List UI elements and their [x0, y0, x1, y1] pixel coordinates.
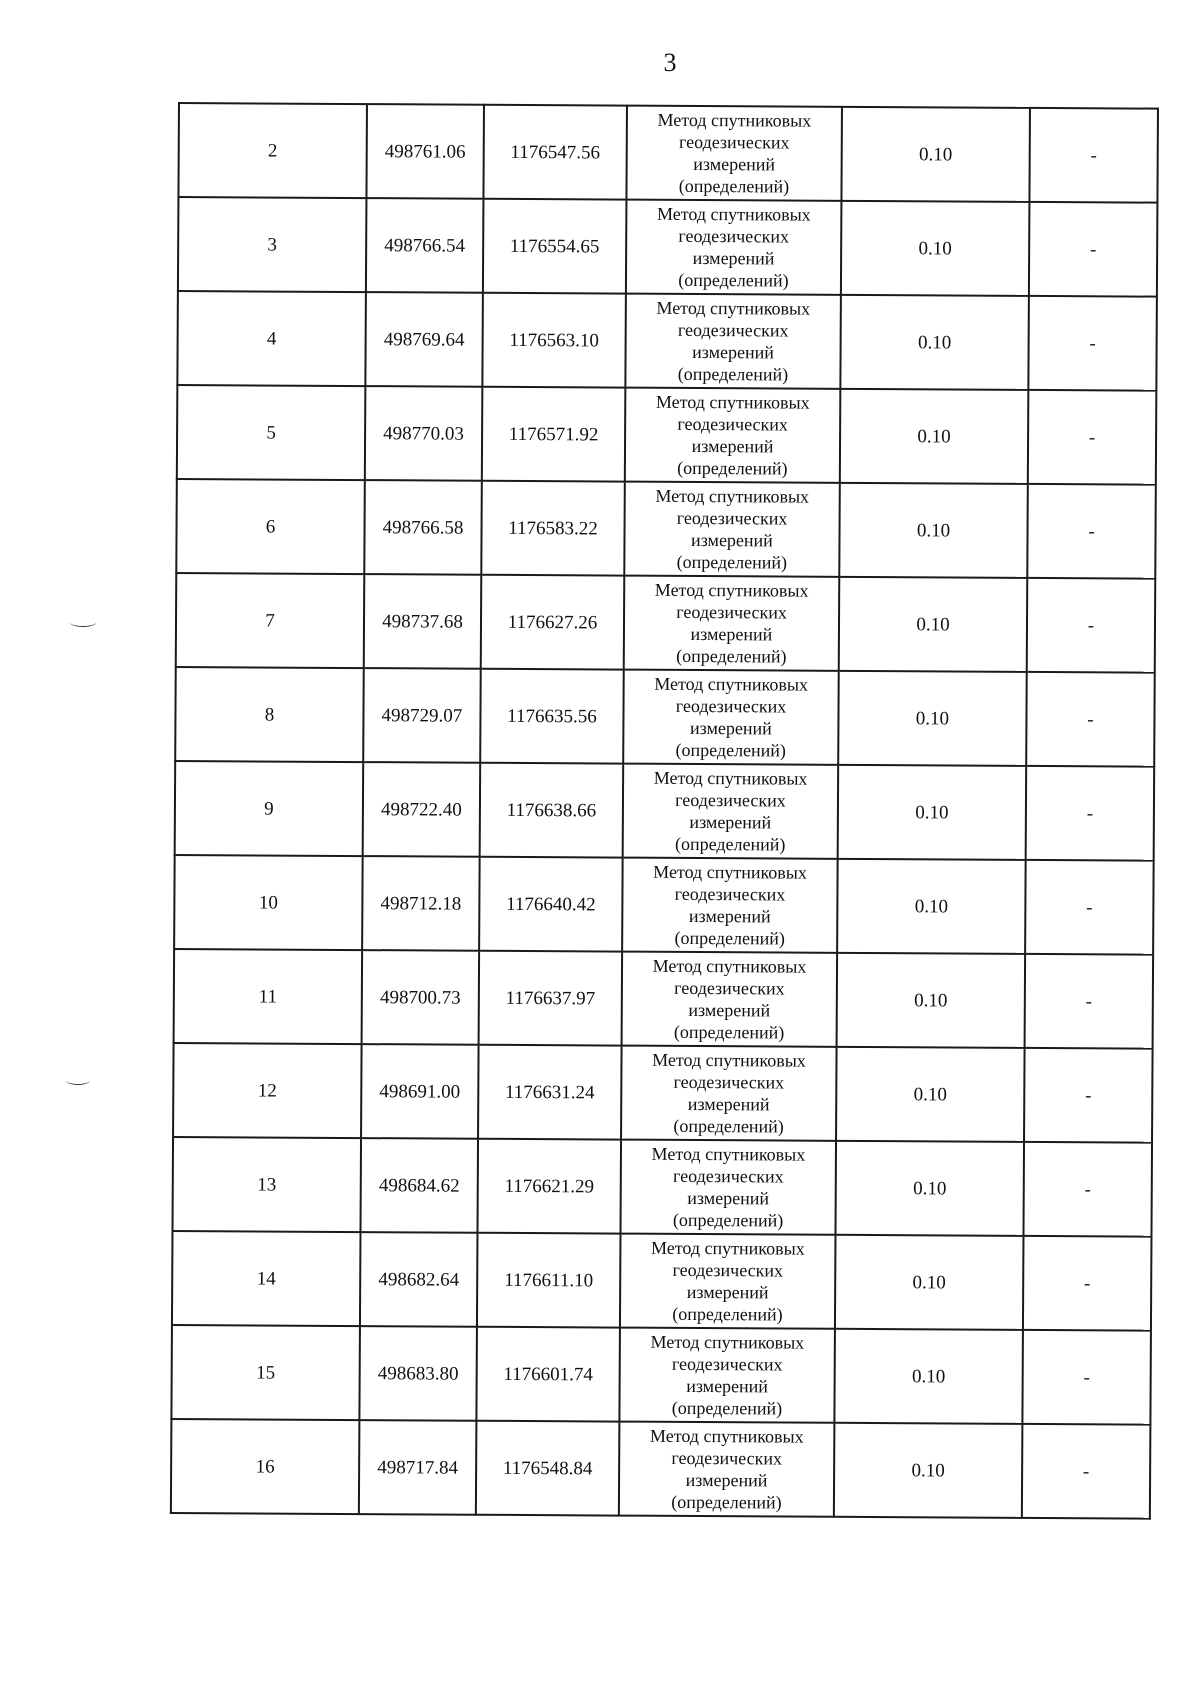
y-coordinate-cell: 1176571.92 — [482, 387, 626, 482]
method-line: геодезических — [678, 131, 790, 153]
y-coordinate-cell: 1176631.24 — [478, 1045, 622, 1140]
method-line: геодезических — [676, 507, 788, 529]
method-line: Метод спутниковых — [651, 1143, 806, 1165]
table-row — [177, 385, 1157, 485]
y-coordinate-cell: 1176611.10 — [477, 1233, 621, 1328]
accuracy-cell: 0.10 — [836, 1047, 1025, 1142]
method-line: геодезических — [677, 319, 789, 341]
method-line: геодезических — [671, 1353, 783, 1375]
coordinates-table-body — [171, 103, 1158, 1519]
accuracy-cell: 0.10 — [839, 577, 1028, 672]
method-line: геодезических — [676, 601, 787, 623]
method-line: геодезических — [678, 225, 790, 247]
method-line: Метод спутниковых — [656, 297, 811, 319]
y-coordinate-cell: 1176621.29 — [477, 1139, 621, 1234]
point-number-cell: 14 — [172, 1231, 361, 1326]
accuracy-cell: 0.10 — [835, 1141, 1024, 1236]
method-cell — [625, 294, 841, 389]
point-number-cell: 5 — [177, 385, 366, 480]
point-number-cell: 3 — [178, 197, 367, 292]
accuracy-cell: 0.10 — [841, 107, 1030, 202]
method-line: (определений) — [674, 927, 785, 949]
method-cell — [619, 1328, 835, 1423]
x-coordinate-cell: 498700.73 — [362, 950, 480, 1045]
y-coordinate-cell: 1176563.10 — [482, 293, 626, 388]
x-coordinate-cell: 498682.64 — [360, 1232, 478, 1327]
accuracy-cell: 0.10 — [838, 671, 1027, 766]
table-row — [175, 667, 1155, 767]
method-line: измерений — [692, 341, 775, 363]
table-row — [174, 855, 1154, 955]
method-line: геодезических — [674, 977, 785, 999]
accuracy-cell: 0.10 — [840, 295, 1029, 390]
table-row — [178, 197, 1158, 297]
method-line: (определений) — [677, 457, 788, 479]
note-cell: - — [1025, 954, 1154, 1049]
method-line: измерений — [689, 717, 772, 739]
method-line: измерений — [691, 435, 774, 457]
coordinates-table — [170, 102, 1159, 1520]
method-line: Метод спутниковых — [656, 203, 811, 225]
method-line: геодезических — [674, 883, 786, 905]
x-coordinate-cell: 498722.40 — [363, 762, 481, 857]
method-line: (определений) — [674, 833, 786, 855]
x-coordinate-cell: 498684.62 — [360, 1138, 478, 1233]
method-line: геодезических — [673, 1071, 785, 1093]
method-line: измерений — [690, 623, 773, 645]
method-line: Метод спутниковых — [649, 1425, 804, 1447]
point-number-cell: 9 — [175, 761, 364, 856]
accuracy-cell: 0.10 — [838, 765, 1027, 860]
y-coordinate-cell: 1176554.65 — [483, 199, 627, 294]
method-cell — [625, 388, 841, 483]
point-number-cell: 15 — [171, 1325, 360, 1420]
table-row — [173, 1043, 1153, 1143]
note-cell: - — [1025, 860, 1154, 955]
table-row — [178, 103, 1158, 203]
scan-mark — [66, 1076, 90, 1085]
method-line: Метод спутниковых — [650, 1237, 805, 1259]
x-coordinate-cell: 498717.84 — [359, 1420, 477, 1515]
accuracy-cell: 0.10 — [834, 1329, 1023, 1424]
method-line: (определений) — [676, 551, 788, 573]
method-line: (определений) — [671, 1397, 783, 1419]
y-coordinate-cell: 1176601.74 — [476, 1327, 620, 1422]
point-number-cell: 16 — [171, 1419, 360, 1514]
note-cell: - — [1022, 1330, 1151, 1425]
method-line: Метод спутниковых — [655, 485, 810, 507]
accuracy-cell: 0.10 — [837, 859, 1026, 954]
table-row — [176, 479, 1156, 579]
method-line: Метод спутниковых — [657, 109, 812, 131]
method-line: измерений — [687, 1093, 770, 1115]
method-line: Метод спутниковых — [653, 767, 808, 789]
y-coordinate-cell: 1176627.26 — [481, 575, 625, 670]
method-cell — [622, 858, 838, 953]
method-cell — [619, 1422, 835, 1517]
scan-mark — [70, 618, 96, 627]
point-number-cell: 2 — [178, 103, 367, 198]
x-coordinate-cell: 498770.03 — [365, 386, 483, 481]
table-row — [176, 573, 1156, 673]
point-number-cell: 6 — [176, 479, 365, 574]
x-coordinate-cell: 498766.54 — [366, 198, 484, 293]
method-cell — [624, 482, 840, 577]
point-number-cell: 7 — [176, 573, 365, 668]
method-cell — [620, 1140, 836, 1235]
y-coordinate-cell: 1176547.56 — [483, 105, 627, 200]
method-cell — [620, 1234, 836, 1329]
x-coordinate-cell: 498737.68 — [364, 574, 482, 669]
y-coordinate-cell: 1176548.84 — [476, 1421, 620, 1516]
method-line: геодезических — [672, 1165, 784, 1187]
method-line: измерений — [688, 905, 771, 927]
method-line: Метод спутниковых — [652, 1049, 806, 1071]
method-line: измерений — [687, 1187, 770, 1209]
x-coordinate-cell: 498691.00 — [361, 1044, 479, 1139]
note-cell: - — [1023, 1236, 1152, 1331]
method-line: (определений) — [672, 1303, 783, 1325]
accuracy-cell: 0.10 — [834, 1423, 1023, 1518]
y-coordinate-cell: 1176638.66 — [480, 763, 624, 858]
method-cell — [623, 670, 839, 765]
note-cell: - — [1029, 108, 1158, 203]
method-line: геодезических — [671, 1447, 783, 1469]
table-row — [175, 761, 1155, 861]
method-line: (определений) — [675, 739, 787, 761]
y-coordinate-cell: 1176640.42 — [479, 857, 623, 952]
method-cell — [621, 1046, 837, 1141]
method-line: Метод спутниковых — [654, 579, 809, 601]
note-cell: - — [1026, 766, 1155, 861]
point-number-cell: 11 — [174, 949, 363, 1044]
method-line: измерений — [686, 1375, 769, 1397]
method-line: измерений — [693, 153, 776, 175]
method-cell — [626, 106, 842, 201]
point-number-cell: 8 — [175, 667, 364, 762]
point-number-cell: 10 — [174, 855, 363, 950]
y-coordinate-cell: 1176637.97 — [479, 951, 623, 1046]
method-line: измерений — [686, 1281, 769, 1303]
method-line: геодезических — [675, 789, 786, 811]
method-line: (определений) — [673, 1021, 785, 1043]
accuracy-cell: 0.10 — [841, 201, 1030, 296]
method-cell — [624, 576, 840, 671]
method-line: (определений) — [671, 1491, 782, 1513]
method-line: (определений) — [678, 175, 790, 197]
note-cell: - — [1029, 202, 1158, 297]
table-row — [174, 949, 1154, 1049]
y-coordinate-cell: 1176635.56 — [480, 669, 624, 764]
x-coordinate-cell: 498769.64 — [365, 292, 483, 387]
method-cell — [623, 764, 839, 859]
page-number: 3 — [663, 48, 677, 77]
method-line: измерений — [691, 529, 773, 551]
method-cell — [626, 200, 842, 295]
table-row — [172, 1231, 1152, 1331]
x-coordinate-cell: 498683.80 — [359, 1326, 477, 1421]
method-line: измерений — [689, 811, 772, 833]
method-line: Метод спутниковых — [654, 673, 809, 695]
x-coordinate-cell: 498729.07 — [363, 668, 481, 763]
table-row — [172, 1137, 1152, 1237]
table-row — [171, 1419, 1151, 1519]
method-line: (определений) — [672, 1209, 784, 1231]
x-coordinate-cell: 498712.18 — [362, 856, 480, 951]
method-line: Метод спутниковых — [655, 391, 810, 413]
accuracy-cell: 0.10 — [839, 483, 1028, 578]
method-line: (определений) — [678, 269, 789, 291]
point-number-cell: 13 — [172, 1137, 361, 1232]
table-row — [177, 291, 1157, 391]
note-cell: - — [1028, 296, 1157, 391]
method-line: Метод спутниковых — [653, 861, 807, 883]
note-cell: - — [1028, 390, 1157, 485]
method-line: Метод спутниковых — [652, 955, 807, 977]
note-cell: - — [1022, 1424, 1151, 1519]
note-cell: - — [1027, 484, 1156, 579]
accuracy-cell: 0.10 — [840, 389, 1029, 484]
method-line: Метод спутниковых — [650, 1331, 805, 1353]
point-number-cell: 4 — [177, 291, 366, 386]
point-number-cell: 12 — [173, 1043, 362, 1138]
method-line: геодезических — [677, 413, 789, 435]
method-cell — [622, 952, 838, 1047]
method-line: (определений) — [677, 363, 789, 385]
method-line: измерений — [685, 1469, 768, 1491]
method-line: геодезических — [672, 1259, 784, 1281]
x-coordinate-cell: 498761.06 — [366, 104, 484, 199]
method-line: измерений — [692, 247, 775, 269]
x-coordinate-cell: 498766.58 — [364, 480, 482, 575]
note-cell: - — [1023, 1142, 1152, 1237]
method-line: измерений — [688, 999, 771, 1021]
method-line: (определений) — [676, 645, 787, 667]
note-cell: - — [1027, 578, 1156, 673]
note-cell: - — [1024, 1048, 1153, 1143]
accuracy-cell: 0.10 — [837, 953, 1026, 1048]
accuracy-cell: 0.10 — [835, 1235, 1024, 1330]
method-line: (определений) — [673, 1115, 784, 1137]
note-cell: - — [1026, 672, 1155, 767]
method-line: геодезических — [675, 695, 787, 717]
y-coordinate-cell: 1176583.22 — [481, 481, 625, 576]
table-row — [171, 1325, 1151, 1425]
